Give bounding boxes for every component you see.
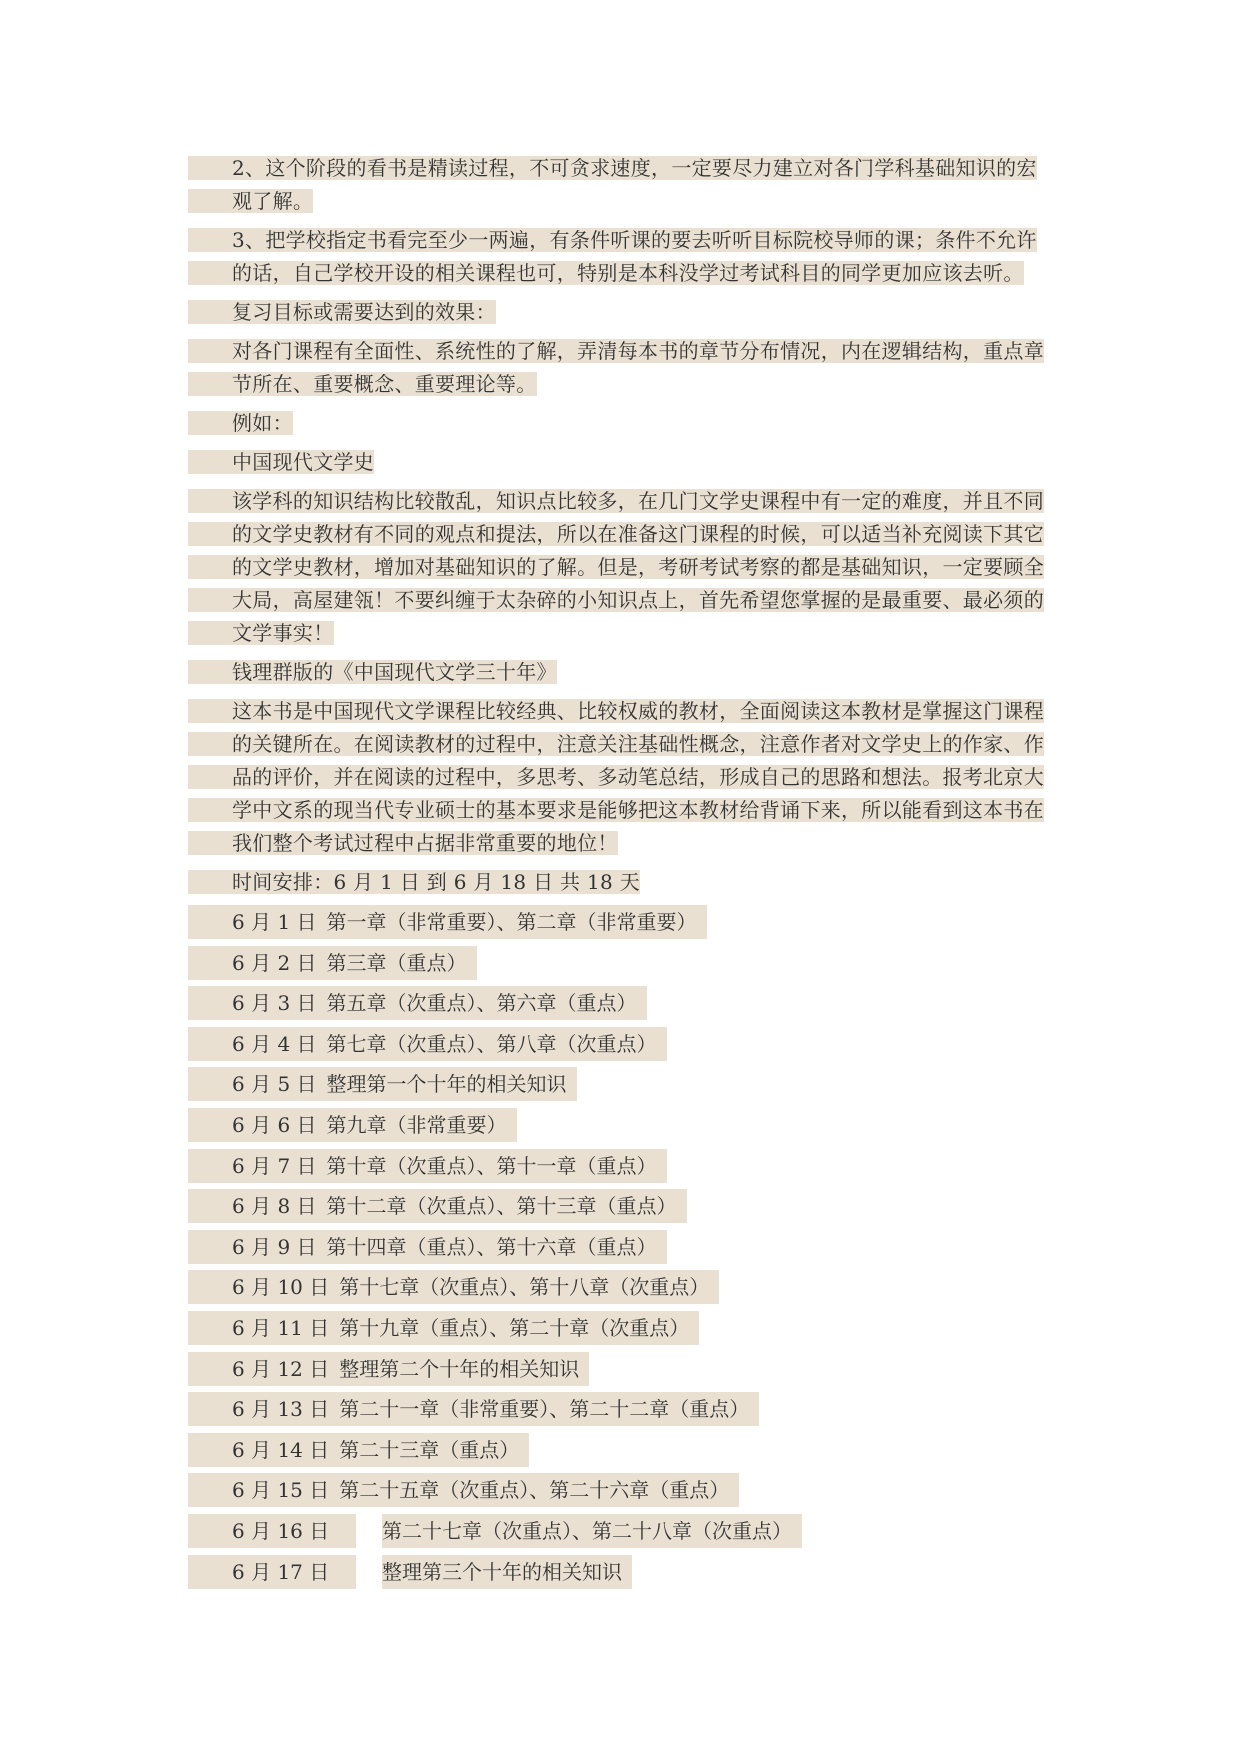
schedule-task: 第七章（次重点）、第八章（次重点） bbox=[327, 1027, 667, 1061]
schedule-task: 第五章（次重点）、第六章（重点） bbox=[327, 986, 647, 1020]
document-page bbox=[188, 152, 1056, 1595]
schedule-row bbox=[188, 1555, 1056, 1589]
paragraph-text: 复习目标或需要达到的效果： bbox=[188, 300, 496, 324]
schedule-row bbox=[188, 1108, 1056, 1142]
schedule-row bbox=[188, 1392, 1056, 1426]
schedule-date: 6 月 9 日 bbox=[188, 1230, 327, 1264]
schedule-task: 第二十一章（非常重要）、第二十二章（重点） bbox=[339, 1392, 759, 1426]
paragraph-text: 这本书是中国现代文学课程比较经典、比较权威的教材，全面阅读这本教材是掌握这门课程的关键所在。在阅读教材的过程中，注意关注基础性概念，注意作者对文学史上的作家、作品的评价，并在阅读的过程中，多思考、多动笔总结，形成自己的思路和想法。报考北京大学中文系的现当代专业硕士的基本要求是能够把这本教材给背诵下来，所以能看到这本书在我们整个考试过程中占据非常重要的地位！ bbox=[188, 699, 1044, 855]
schedule-date: 6 月 3 日 bbox=[188, 986, 327, 1020]
paragraph-text: 钱理群版的《中国现代文学三十年》 bbox=[188, 660, 557, 684]
schedule-row bbox=[188, 1352, 1056, 1386]
schedule-date: 6 月 2 日 bbox=[188, 946, 327, 980]
schedule-date: 6 月 17 日 bbox=[188, 1555, 356, 1589]
schedule-task: 第十九章（重点）、第二十章（次重点） bbox=[339, 1311, 699, 1345]
schedule-date: 6 月 16 日 bbox=[188, 1514, 356, 1548]
cell-gap bbox=[356, 1514, 382, 1548]
schedule-date: 6 月 14 日 bbox=[188, 1433, 339, 1467]
schedule-date: 6 月 12 日 bbox=[188, 1352, 339, 1386]
schedule-task: 第二十七章（次重点）、第二十八章（次重点） bbox=[382, 1514, 802, 1548]
paragraph-text: 该学科的知识结构比较散乱，知识点比较多，在几门文学史课程中有一定的难度，并且不同的文学史教材有不同的观点和提法，所以在准备这门课程的时候，可以适当补充阅读下其它的文学史教材，增加对基础知识的了解。但是，考研考试考察的都是基础知识，一定要顾全大局，高屋建瓴！不要纠缠于太杂碎的小知识点上，首先希望您掌握的是最重要、最必须的文学事实！ bbox=[188, 489, 1044, 645]
schedule-date: 6 月 7 日 bbox=[188, 1149, 327, 1183]
schedule-date: 6 月 15 日 bbox=[188, 1473, 339, 1507]
schedule-task: 整理第三个十年的相关知识 bbox=[382, 1555, 632, 1589]
schedule-row bbox=[188, 1473, 1056, 1507]
schedule-row bbox=[188, 1189, 1056, 1223]
paragraph-text: 对各门课程有全面性、系统性的了解，弄清每本书的章节分布情况，内在逻辑结构，重点章节所在、重要概念、重要理论等。 bbox=[188, 339, 1044, 396]
schedule-task: 第十章（次重点）、第十一章（重点） bbox=[327, 1149, 667, 1183]
schedule-date: 6 月 11 日 bbox=[188, 1311, 339, 1345]
schedule-task: 第九章（非常重要） bbox=[327, 1108, 517, 1142]
paragraph-text: 时间安排：6 月 1 日 到 6 月 18 日 共 18 天 bbox=[188, 870, 640, 894]
cell-gap bbox=[356, 1555, 382, 1589]
schedule-task: 整理第一个十年的相关知识 bbox=[327, 1067, 577, 1101]
schedule-row bbox=[188, 1514, 1056, 1548]
paragraph-example-label bbox=[188, 407, 1056, 440]
paragraph-goal-heading bbox=[188, 296, 1056, 329]
schedule-task: 第三章（重点） bbox=[327, 946, 477, 980]
schedule-date: 6 月 13 日 bbox=[188, 1392, 339, 1426]
schedule-date: 6 月 6 日 bbox=[188, 1108, 327, 1142]
schedule-row bbox=[188, 1270, 1056, 1304]
schedule-row bbox=[188, 1149, 1056, 1183]
schedule-row bbox=[188, 986, 1056, 1020]
paragraph-step-2 bbox=[188, 152, 1056, 218]
schedule-task: 第十四章（重点）、第十六章（重点） bbox=[327, 1230, 667, 1264]
schedule-task: 第十七章（次重点）、第十八章（次重点） bbox=[339, 1270, 719, 1304]
paragraph-text: 中国现代文学史 bbox=[188, 450, 374, 474]
schedule-task: 第二十五章（次重点）、第二十六章（重点） bbox=[339, 1473, 739, 1507]
paragraph-schedule-heading bbox=[188, 866, 1056, 899]
schedule-row bbox=[188, 1311, 1056, 1345]
paragraph-text: 例如： bbox=[188, 411, 293, 435]
schedule-row bbox=[188, 1027, 1056, 1061]
schedule-date: 6 月 10 日 bbox=[188, 1270, 339, 1304]
schedule-list bbox=[188, 905, 1056, 1589]
schedule-date: 6 月 1 日 bbox=[188, 905, 327, 939]
schedule-task: 第十二章（次重点）、第十三章（重点） bbox=[327, 1189, 687, 1223]
schedule-row bbox=[188, 1067, 1056, 1101]
paragraph-text: 3、把学校指定书看完至少一两遍，有条件听课的要去听听目标院校导师的课；条件不允许的话，自己学校开设的相关课程也可，特别是本科没学过考试科目的同学更加应该去听。 bbox=[188, 228, 1037, 285]
schedule-row bbox=[188, 905, 1056, 939]
paragraph-book-description bbox=[188, 695, 1056, 860]
schedule-task: 整理第二个十年的相关知识 bbox=[339, 1352, 589, 1386]
paragraph-subject-description bbox=[188, 485, 1056, 650]
schedule-date: 6 月 5 日 bbox=[188, 1067, 327, 1101]
paragraph-goal bbox=[188, 335, 1056, 401]
paragraph-text: 2、这个阶段的看书是精读过程，不可贪求速度，一定要尽力建立对各门学科基础知识的宏观了解。 bbox=[188, 156, 1037, 213]
schedule-row bbox=[188, 1433, 1056, 1467]
paragraph-subject-title bbox=[188, 446, 1056, 479]
schedule-task: 第一章（非常重要）、第二章（非常重要） bbox=[327, 905, 707, 939]
paragraph-step-3 bbox=[188, 224, 1056, 290]
schedule-date: 6 月 8 日 bbox=[188, 1189, 327, 1223]
schedule-row bbox=[188, 1230, 1056, 1264]
paragraph-book-title bbox=[188, 656, 1056, 689]
schedule-row bbox=[188, 946, 1056, 980]
schedule-date: 6 月 4 日 bbox=[188, 1027, 327, 1061]
schedule-task: 第二十三章（重点） bbox=[339, 1433, 529, 1467]
